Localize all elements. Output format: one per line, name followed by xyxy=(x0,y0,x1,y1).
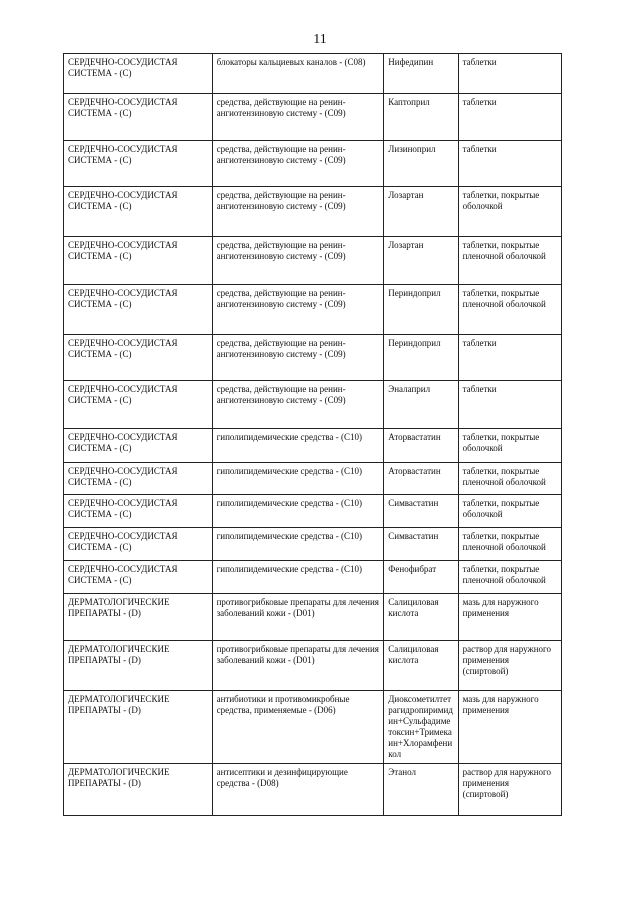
table-row xyxy=(64,764,562,816)
form-cell: таблетки xyxy=(458,381,561,429)
subgroup-cell: гиполипидемические средства - (С10) xyxy=(212,528,384,561)
drug-cell: Салициловая кислота xyxy=(384,594,458,641)
group-cell: СЕРДЕЧНО-СОСУДИСТАЯ СИСТЕМА - (С) xyxy=(64,187,213,237)
form-cell: таблетки, покрытые пленочной оболочкой xyxy=(458,528,561,561)
table-row xyxy=(64,429,562,463)
subgroup-cell: средства, действующие на ренин-ангиотензиновую систему - (С09) xyxy=(212,94,384,141)
drug-cell: Периндоприл xyxy=(384,285,458,335)
subgroup-cell: средства, действующие на ренин-ангиотензиновую систему - (С09) xyxy=(212,381,384,429)
subgroup-cell: антибиотики и противомикробные средства, применяемые - (D06) xyxy=(212,691,384,764)
drug-cell: Фенофибрат xyxy=(384,561,458,594)
form-cell: мазь для наружного применения xyxy=(458,594,561,641)
subgroup-cell: гиполипидемические средства - (С10) xyxy=(212,429,384,463)
table-row xyxy=(64,141,562,187)
group-cell: СЕРДЕЧНО-СОСУДИСТАЯ СИСТЕМА - (С) xyxy=(64,429,213,463)
group-cell: СЕРДЕЧНО-СОСУДИСТАЯ СИСТЕМА - (С) xyxy=(64,54,213,94)
drug-cell: Диоксометилтетрагидропиримидин+Сульфадиметоксин+Тримекаин+Хлорамфеникол xyxy=(384,691,458,764)
form-cell: мазь для наружного применения xyxy=(458,691,561,764)
group-cell: ДЕРМАТОЛОГИЧЕСКИЕ ПРЕПАРАТЫ - (D) xyxy=(64,641,213,691)
form-cell: таблетки xyxy=(458,141,561,187)
table-row xyxy=(64,495,562,528)
page-number: 11 xyxy=(313,32,327,47)
table-row xyxy=(64,381,562,429)
drug-cell: Салициловая кислота xyxy=(384,641,458,691)
drug-cell: Аторвастатин xyxy=(384,463,458,495)
table-row xyxy=(64,463,562,495)
form-cell: таблетки, покрытые оболочкой xyxy=(458,495,561,528)
group-cell: СЕРДЕЧНО-СОСУДИСТАЯ СИСТЕМА - (С) xyxy=(64,335,213,381)
subgroup-cell: средства, действующие на ренин-ангиотензиновую систему - (С09) xyxy=(212,187,384,237)
drug-cell: Каптоприл xyxy=(384,94,458,141)
drug-cell: Этанол xyxy=(384,764,458,816)
subgroup-cell: средства, действующие на ренин-ангиотензиновую систему - (С09) xyxy=(212,335,384,381)
drug-cell: Лозартан xyxy=(384,187,458,237)
table-row xyxy=(64,335,562,381)
group-cell: ДЕРМАТОЛОГИЧЕСКИЕ ПРЕПАРАТЫ - (D) xyxy=(64,691,213,764)
group-cell: СЕРДЕЧНО-СОСУДИСТАЯ СИСТЕМА - (С) xyxy=(64,495,213,528)
subgroup-cell: противогрибковые препараты для лечения заболеваний кожи - (D01) xyxy=(212,594,384,641)
form-cell: таблетки xyxy=(458,54,561,94)
drug-cell: Периндоприл xyxy=(384,335,458,381)
drug-cell: Нифедипин xyxy=(384,54,458,94)
group-cell: СЕРДЕЧНО-СОСУДИСТАЯ СИСТЕМА - (С) xyxy=(64,94,213,141)
group-cell: СЕРДЕЧНО-СОСУДИСТАЯ СИСТЕМА - (С) xyxy=(64,141,213,187)
table-row xyxy=(64,561,562,594)
form-cell: таблетки, покрытые оболочкой xyxy=(458,187,561,237)
drug-table xyxy=(63,53,562,816)
drug-cell: Симвастатин xyxy=(384,495,458,528)
drug-cell: Симвастатин xyxy=(384,528,458,561)
subgroup-cell: гиполипидемические средства - (С10) xyxy=(212,463,384,495)
group-cell: ДЕРМАТОЛОГИЧЕСКИЕ ПРЕПАРАТЫ - (D) xyxy=(64,594,213,641)
group-cell: СЕРДЕЧНО-СОСУДИСТАЯ СИСТЕМА - (С) xyxy=(64,561,213,594)
subgroup-cell: противогрибковые препараты для лечения заболеваний кожи - (D01) xyxy=(212,641,384,691)
table-row xyxy=(64,237,562,285)
group-cell: СЕРДЕЧНО-СОСУДИСТАЯ СИСТЕМА - (С) xyxy=(64,528,213,561)
form-cell: раствор для наружного применения (спиртовой) xyxy=(458,641,561,691)
form-cell: таблетки, покрытые пленочной оболочкой xyxy=(458,463,561,495)
group-cell: СЕРДЕЧНО-СОСУДИСТАЯ СИСТЕМА - (С) xyxy=(64,285,213,335)
form-cell: таблетки xyxy=(458,94,561,141)
subgroup-cell: антисептики и дезинфицирующие средства - (D08) xyxy=(212,764,384,816)
drug-cell: Эналаприл xyxy=(384,381,458,429)
drug-cell: Аторвастатин xyxy=(384,429,458,463)
form-cell: раствор для наружного применения (спиртовой) xyxy=(458,764,561,816)
subgroup-cell: блокаторы кальциевых каналов - (С08) xyxy=(212,54,384,94)
form-cell: таблетки xyxy=(458,335,561,381)
table-row xyxy=(64,594,562,641)
table-row xyxy=(64,94,562,141)
group-cell: СЕРДЕЧНО-СОСУДИСТАЯ СИСТЕМА - (С) xyxy=(64,237,213,285)
drug-cell: Лозартан xyxy=(384,237,458,285)
subgroup-cell: гиполипидемические средства - (С10) xyxy=(212,495,384,528)
table-row xyxy=(64,285,562,335)
subgroup-cell: гиполипидемические средства - (С10) xyxy=(212,561,384,594)
group-cell: СЕРДЕЧНО-СОСУДИСТАЯ СИСТЕМА - (С) xyxy=(64,381,213,429)
form-cell: таблетки, покрытые пленочной оболочкой xyxy=(458,237,561,285)
table-row xyxy=(64,641,562,691)
table-row xyxy=(64,54,562,94)
group-cell: СЕРДЕЧНО-СОСУДИСТАЯ СИСТЕМА - (С) xyxy=(64,463,213,495)
form-cell: таблетки, покрытые пленочной оболочкой xyxy=(458,285,561,335)
group-cell: ДЕРМАТОЛОГИЧЕСКИЕ ПРЕПАРАТЫ - (D) xyxy=(64,764,213,816)
table-row xyxy=(64,187,562,237)
table-row xyxy=(64,528,562,561)
table-row xyxy=(64,691,562,764)
drug-cell: Лизиноприл xyxy=(384,141,458,187)
form-cell: таблетки, покрытые оболочкой xyxy=(458,429,561,463)
form-cell: таблетки, покрытые пленочной оболочкой xyxy=(458,561,561,594)
subgroup-cell: средства, действующие на ренин-ангиотензиновую систему - (С09) xyxy=(212,285,384,335)
subgroup-cell: средства, действующие на ренин-ангиотензиновую систему - (С09) xyxy=(212,237,384,285)
subgroup-cell: средства, действующие на ренин-ангиотензиновую систему - (С09) xyxy=(212,141,384,187)
